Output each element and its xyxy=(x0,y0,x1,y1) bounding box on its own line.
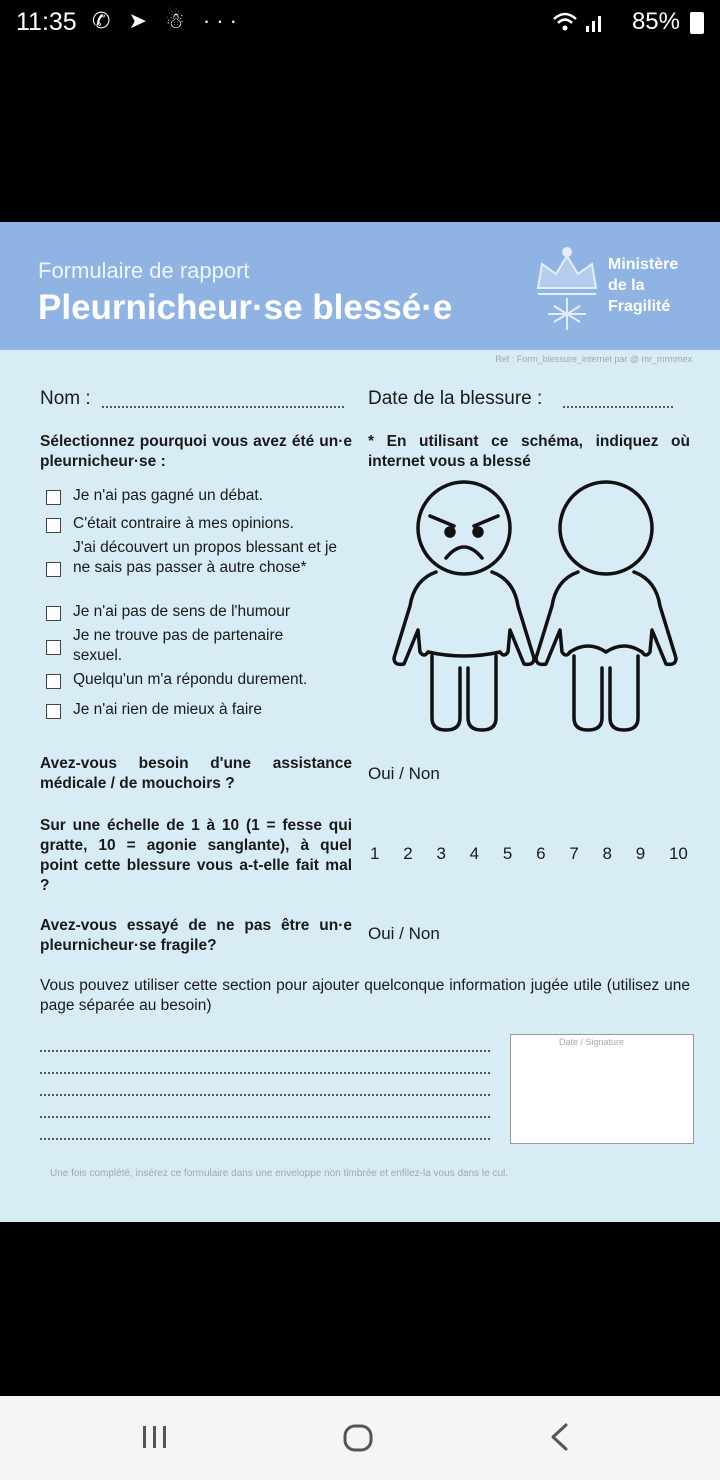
name-field-line xyxy=(102,406,344,408)
notes-line-5 xyxy=(40,1138,490,1140)
scale-7: 7 xyxy=(569,844,579,863)
pain-scale-question: Sur une échelle de 1 à 10 (1 = fesse qui gratte, 10 = agonie sanglante), à quel point cette blessure vous a-t-elle fait mal ? xyxy=(40,817,352,894)
option-3: J'ai découvert un propos blessant et je ne sais pas passer à autre chose* xyxy=(73,539,338,576)
medical-question: Avez-vous besoin d'une assistance médicale / de mouchoirs ? xyxy=(40,755,352,792)
option-checkbox-3 xyxy=(46,562,61,577)
schema-instruction: * En utilisant ce schéma, indiquez où internet vous a blessé xyxy=(368,433,690,470)
option-6: Quelqu'un m'a répondu durement. xyxy=(73,671,308,688)
option-1: Je n'ai pas gagné un débat. xyxy=(73,487,263,504)
medical-answer: Oui / Non xyxy=(368,764,440,783)
option-checkbox-2 xyxy=(46,518,61,533)
scale-2: 2 xyxy=(403,844,413,863)
option-5: Je ne trouve pas de partenaire sexuel. xyxy=(73,627,284,664)
option-7: Je n'ai rien de mieux à faire xyxy=(73,701,263,718)
injury-date-label: Date de la blessure : xyxy=(368,388,543,409)
scale-5: 5 xyxy=(502,844,513,863)
recent-apps-icon[interactable] xyxy=(140,1424,170,1450)
status-time: 11:35 xyxy=(16,8,77,36)
front-figure-icon xyxy=(394,482,534,730)
notes-line-1 xyxy=(40,1050,490,1052)
scale-8: 8 xyxy=(602,844,612,863)
back-icon[interactable] xyxy=(546,1422,572,1452)
back-figure-icon xyxy=(536,482,676,730)
form-title: Pleurnicheur·se blessé·e xyxy=(38,288,453,327)
option-2: C'était contraire à mes opinions. xyxy=(73,515,294,532)
form-reference: Ref : Form_blessure_internet par @ mr_mrmmex xyxy=(495,354,692,364)
fragile-answer: Oui / Non xyxy=(368,924,440,943)
ministry-line-3: Fragilité xyxy=(608,298,671,315)
notes-line-2 xyxy=(40,1072,490,1074)
signature-box xyxy=(510,1034,694,1144)
notification-icons: ✆ ➤ ☃ ··· xyxy=(92,8,243,33)
status-bar xyxy=(0,0,720,48)
ministry-line-2: de la xyxy=(608,277,645,294)
injury-date-field-line xyxy=(563,406,673,408)
body-diagram xyxy=(384,480,684,738)
pain-scale xyxy=(370,844,688,864)
option-checkbox-1 xyxy=(46,490,61,505)
form-footer: Une fois complété, insérez ce formulaire dans une enveloppe non timbrée et enfilez-la vous dans le cul. xyxy=(50,1168,509,1179)
injury-report-form xyxy=(0,222,720,1222)
scale-9: 9 xyxy=(635,844,646,863)
option-checkbox-7 xyxy=(46,704,61,719)
extra-info-instruction: Vous pouvez utiliser cette section pour ajouter quelconque information jugée utile (utilisez une page séparée au besoin) xyxy=(40,977,690,1014)
reason-question: Sélectionnez pourquoi vous avez été un·e pleurnicheur·se : xyxy=(40,433,352,470)
scale-6: 6 xyxy=(536,844,546,863)
battery-icon xyxy=(690,12,704,34)
scale-1: 1 xyxy=(370,844,380,863)
battery-level: 85% xyxy=(631,8,680,35)
signal-icon xyxy=(552,10,608,34)
form-header xyxy=(0,222,720,350)
scale-10: 10 xyxy=(668,844,688,863)
option-checkbox-6 xyxy=(46,674,61,689)
crown-crest-icon xyxy=(528,238,606,332)
option-checkbox-4 xyxy=(46,606,61,621)
fragile-question: Avez-vous essayé de ne pas être un·e pleurnicheur·se fragile? xyxy=(40,917,352,954)
option-4: Je n'ai pas de sens de l'humour xyxy=(73,603,291,620)
option-checkbox-5 xyxy=(46,640,61,655)
name-label: Nom : xyxy=(40,388,91,409)
navigation-bar xyxy=(0,1396,720,1480)
ministry-line-1: Ministère xyxy=(608,256,679,273)
scale-4: 4 xyxy=(469,844,480,863)
notes-line-4 xyxy=(40,1116,490,1118)
home-icon[interactable] xyxy=(342,1424,374,1452)
notes-line-3 xyxy=(40,1094,490,1096)
ministry-name xyxy=(608,254,678,317)
scale-3: 3 xyxy=(436,844,446,863)
form-subtitle: Formulaire de rapport xyxy=(38,258,250,283)
signature-label: Date / Signature xyxy=(559,1037,625,1047)
